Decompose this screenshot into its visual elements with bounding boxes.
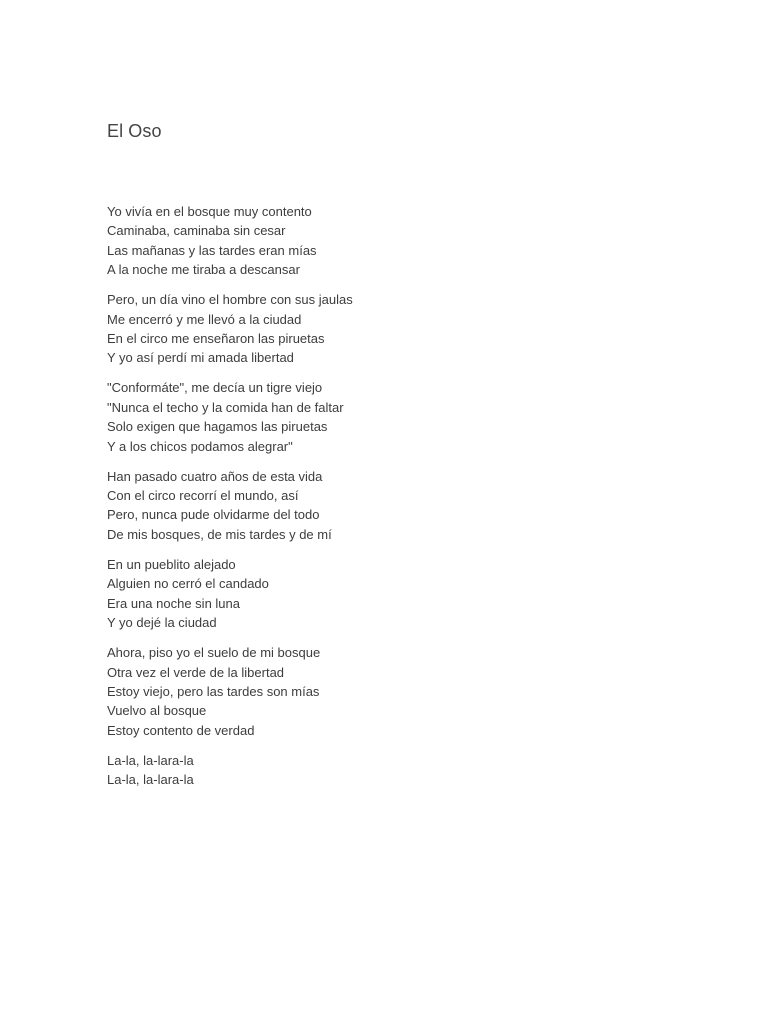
stanza-6 bbox=[107, 643, 353, 740]
stanza-2 bbox=[107, 290, 353, 368]
lyric-line: Y yo así perdí mi amada libertad bbox=[107, 350, 294, 366]
lyric-line: Pero, nunca pude olvidarme del todo bbox=[107, 507, 320, 523]
lyric-line: Me encerró y me llevó a la ciudad bbox=[107, 311, 302, 327]
lyric-line: Y a los chicos podamos alegrar" bbox=[107, 438, 293, 454]
stanza-1 bbox=[107, 202, 353, 280]
lyrics-body bbox=[107, 202, 353, 800]
lyric-line: Estoy viejo, pero las tardes son mías bbox=[107, 683, 320, 699]
lyric-line: Alguien no cerró el candado bbox=[107, 576, 269, 592]
lyric-line: De mis bosques, de mis tardes y de mí bbox=[107, 526, 332, 542]
lyric-line: Han pasado cuatro años de esta vida bbox=[107, 468, 323, 484]
lyric-line: "Nunca el techo y la comida han de faltar bbox=[107, 399, 344, 415]
lyric-line: Otra vez el verde de la libertad bbox=[107, 664, 285, 680]
lyric-line: En un pueblito alejado bbox=[107, 556, 236, 572]
lyric-line: Caminaba, caminaba sin cesar bbox=[107, 223, 286, 239]
stanza-4 bbox=[107, 467, 353, 545]
lyric-line: Estoy contento de verdad bbox=[107, 722, 255, 738]
stanza-7 bbox=[107, 751, 353, 790]
song-title: El Oso bbox=[107, 121, 162, 141]
lyric-line: Ahora, piso yo el suelo de mi bosque bbox=[107, 645, 321, 661]
stanza-3 bbox=[107, 378, 353, 456]
stanza-5 bbox=[107, 555, 353, 633]
lyric-line: Era una noche sin luna bbox=[107, 595, 240, 611]
lyric-line: La-la, la-lara-la bbox=[107, 772, 194, 788]
lyric-line: La-la, la-lara-la bbox=[107, 752, 194, 768]
lyric-line: Yo vivía en el bosque muy contento bbox=[107, 204, 312, 219]
lyric-line: Con el circo recorrí el mundo, así bbox=[107, 488, 299, 504]
lyric-line: A la noche me tiraba a descansar bbox=[107, 262, 300, 278]
lyric-line: Vuelvo al bosque bbox=[107, 703, 207, 719]
lyric-line: Las mañanas y las tardes eran mías bbox=[107, 242, 317, 258]
lyric-line: En el circo me enseñaron las piruetas bbox=[107, 331, 325, 347]
lyric-line: Solo exigen que hagamos las piruetas bbox=[107, 419, 328, 435]
lyric-line: Y yo dejé la ciudad bbox=[107, 615, 217, 631]
lyric-line: "Conformáte", me decía un tigre viejo bbox=[107, 380, 323, 396]
lyric-line: Pero, un día vino el hombre con sus jaulas bbox=[107, 292, 353, 308]
